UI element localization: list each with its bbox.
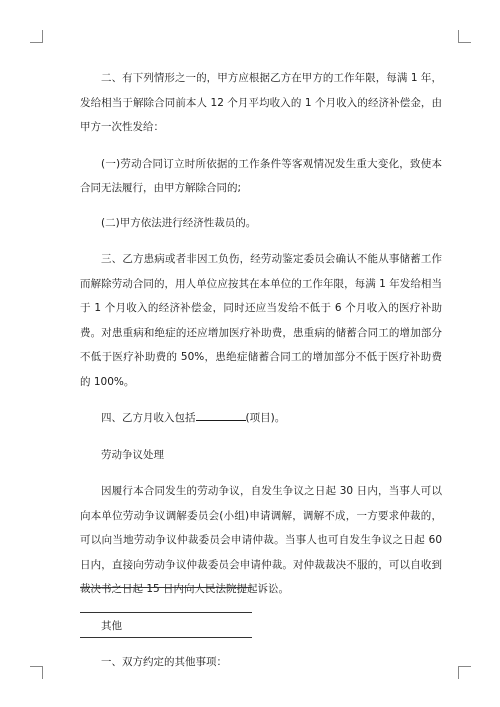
other-matters-label: 一、双方约定的其他事项： <box>101 656 227 668</box>
crop-mark-top-right <box>458 30 471 43</box>
dispute-resolution-text: 因履行本合同发生的劳动争议，自发生争议之日起 30 日内，当事人可以向本单位劳动争议调解委员会(小组)申请调解，调解不成，一方要求仲裁的，可以向当地劳动争议仲裁委员会申请仲裁。当事人也可自发生争议之日起 60 日内，直接向劳动争议仲裁委员会申请仲裁。对仲裁裁决不服的，可以自收到裁决书之日起 15 日内向人民法院提起诉讼。 <box>80 485 442 595</box>
clause-four-label: 四、乙方月收入包括 <box>101 412 196 424</box>
crop-mark-top-left <box>30 30 43 43</box>
crop-mark-bottom-right <box>458 666 471 679</box>
income-items-blank[interactable] <box>196 408 246 421</box>
clause-three-illness: 三、乙方患病或者非因工负伤，经劳动鉴定委员会确认不能从事储蓄工作而解除劳动合同的，用人单位应按其在本单位的工作年限，每满 1 年发给相当于 1 个月收入的经济补偿金，同时还应当发给不低于 6 个月收入的医疗补助费。对患重病和绝症的还应增加医疗补助费，患重病的储蓄合同工的增加部分不低于医疗补助费的 50%，患绝症储蓄合同工的增加部分不低于医疗补助费的 100%。 <box>80 253 442 388</box>
blank-line-2[interactable] <box>80 611 252 613</box>
clause-four-suffix: (项目)。 <box>245 412 286 424</box>
clause-two-item-one: (一)劳动合同订立时所依据的工作条件等客观情况发生重大变化，致使本合同无法履行，由甲方解除合同的; <box>80 157 442 194</box>
clause-two-compensation: 二、有下列情形之一的，甲方应根据乙方在甲方的工作年限，每满 1 年，发给相当于解除合同前本人 12 个月平均收入的 1 个月收入的经济补偿金，由甲方一次性发给： <box>80 72 442 133</box>
section-heading-other: 其他 <box>101 619 122 632</box>
blank-line-3[interactable] <box>80 636 252 638</box>
section-heading-dispute: 劳动争议处理 <box>101 448 164 461</box>
other-matters-blanks <box>80 586 252 661</box>
clause-two-item-two: (二)甲方依法进行经济性裁员的。 <box>101 216 257 229</box>
clause-four-income <box>80 406 442 431</box>
crop-mark-bottom-left <box>30 666 43 679</box>
blank-line-1[interactable] <box>80 586 252 588</box>
